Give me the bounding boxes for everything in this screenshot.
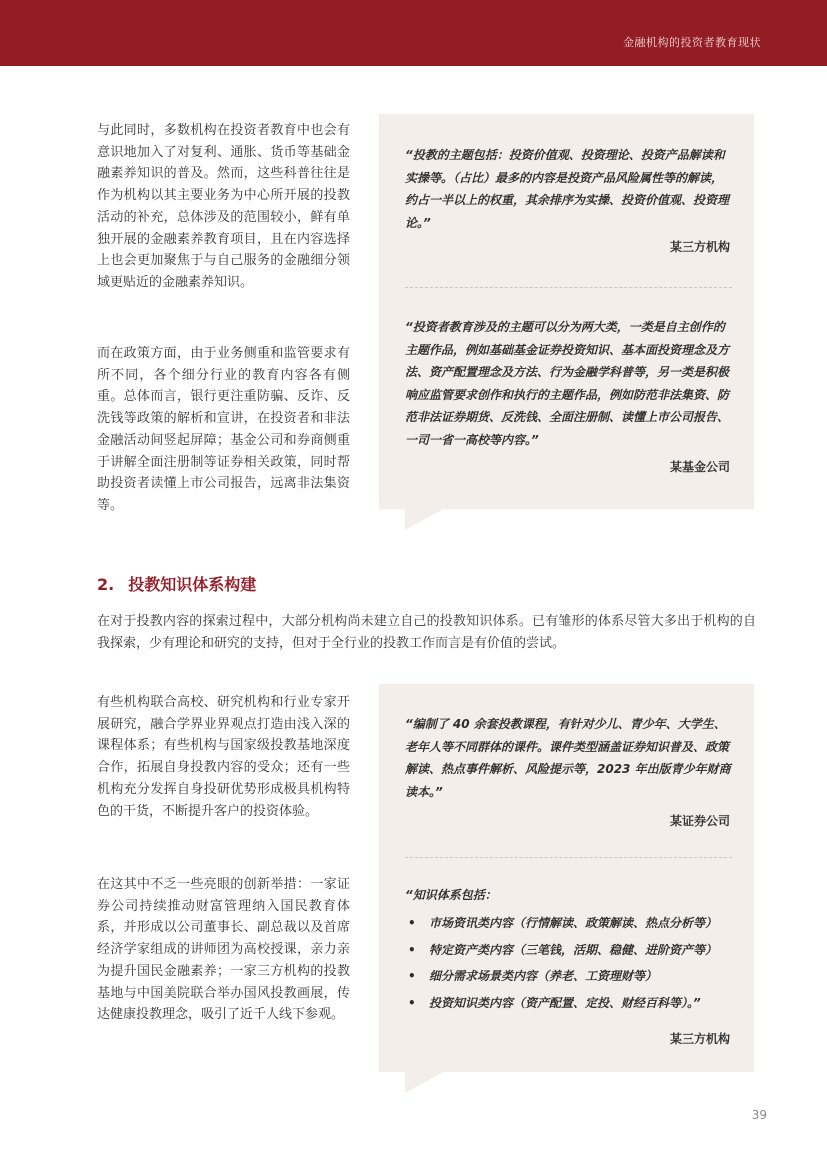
list-item [405, 990, 735, 1017]
bullet-icon: • [408, 916, 416, 930]
list-item [405, 910, 735, 937]
bullet-icon: • [408, 995, 416, 1010]
quote-source: 某基金公司 [669, 460, 730, 474]
list-item-text: 市场资讯类内容（行情解读、政策解读、热点分析等） [429, 916, 718, 930]
list-item-text: 特定资产类内容（三笔钱，活期、稳健、进阶资产等） [429, 942, 718, 957]
quote-text: “投教的主题包括：投资价值观、投资理论、投资产品解读和实操等。（占比）最多的内容是投资产品风险属性等的解读，约占一半以上的权重，其余排序为实操、投资价值观、投资理论。” [405, 148, 730, 230]
list-item [405, 963, 735, 990]
page-number: 39 [751, 1108, 767, 1122]
section-intro: 在对于投教内容的探索过程中，大部分机构尚未建立自己的投教知识体系。已有雏形的体系尽管大多出于机构的自我探索，少有理论和研究的支持，但对于全行业的投教工作而言是有价值的尝试。 [97, 614, 756, 651]
quote-box-1-tail [405, 508, 445, 530]
quote-source: 某证券公司 [669, 814, 730, 828]
left-paragraph-3: 有些机构联合高校、研究机构和行业专家开展研究，融合学界业界观点打造由浅入深的课程体系；有些机构与国家级投教基地深度合作，拓展自身投教内容的受众；还有一些机构充分发挥自身投研优势形成极具机构特色的干货，不断提升客户的投资体验。 [97, 695, 350, 819]
header-bar [0, 0, 827, 66]
section-heading [97, 572, 256, 595]
quote-text: “投资者教育涉及的主题可以分为两大类，一类是自主创作的主题作品，例如基础基金证券投资知识、基本面投资理念及方法、资产配置理念及方法、行为金融学科普等，另一类是积极响应监管要求创作和执行的主题作品，例如防范非法集资、防范非法证券期货、反洗钱、全面注册制、读懂上市公司报告、一司一省一高校等内容。” [405, 320, 730, 447]
left-paragraph-1: 与此同时，多数机构在投资者教育中也会有意识地加入了对复利、通胀、货币等基础金融素养知识的普及。然而，这些科普往往是作为机构以其主要业务为中心所开展的投教活动的补充，总体涉及的范围较小，鲜有单独开展的金融素养教育项目，且在内容选择上也会更加聚焦于与自己服务的金融细分领域更贴近的金融素养知识。 [97, 123, 350, 290]
quote-divider [405, 857, 732, 858]
running-header-title: 金融机构的投资者教育现状 [623, 36, 761, 49]
list-item [405, 937, 735, 964]
quote-box-2-tail [405, 1071, 445, 1093]
left-paragraph-4: 在这其中不乏一些亮眼的创新举措：一家证券公司持续推动财富管理纳入国民教育体系，并形成以公司董事长、副总裁以及首席经济学家组成的讲师团为高校授课，亲力亲为提升国民金融素养；一家三方机构的投教基地与中国美院联合举办国风投教画展，传达健康投教理念，吸引了近千人线下参观。 [97, 877, 350, 1023]
quote-intro: “知识体系包括： [405, 888, 497, 902]
quote-source: 某三方机构 [669, 1032, 730, 1046]
section-number: 2. [97, 575, 115, 594]
knowledge-system-list [405, 910, 735, 1016]
bullet-icon: • [408, 942, 416, 957]
section-title: 投教知识体系构建 [128, 575, 257, 594]
list-item-text: 投资知识类内容（资产配置、定投、财经百科等）。” [429, 995, 701, 1010]
quote-source: 某三方机构 [669, 240, 730, 254]
bullet-icon: • [408, 969, 416, 983]
list-item-text: 细分需求场景类内容（养老、工资理财等） [429, 969, 658, 983]
left-paragraph-2: 而在政策方面，由于业务侧重和监管要求有所不同，各个细分行业的教育内容各有侧重。总体而言，银行更注重防骗、反诈、反洗钱等政策的解析和宣讲，在投资者和非法金融活动间竖起屏障；基金公司和券商侧重于讲解全面注册制等证券相关政策，同时帮助投资者读懂上市公司报告，远离非法集资等。 [97, 346, 350, 513]
quote-text: “编制了 40 余套投教课程，有针对少儿、青少年、大学生、老年人等不同群体的课件。课件类型涵盖证券知识普及、政策解读、热点事件解析、风险提示等，2023 年出版青少年财商读本。” [405, 717, 731, 799]
quote-divider [405, 287, 732, 288]
